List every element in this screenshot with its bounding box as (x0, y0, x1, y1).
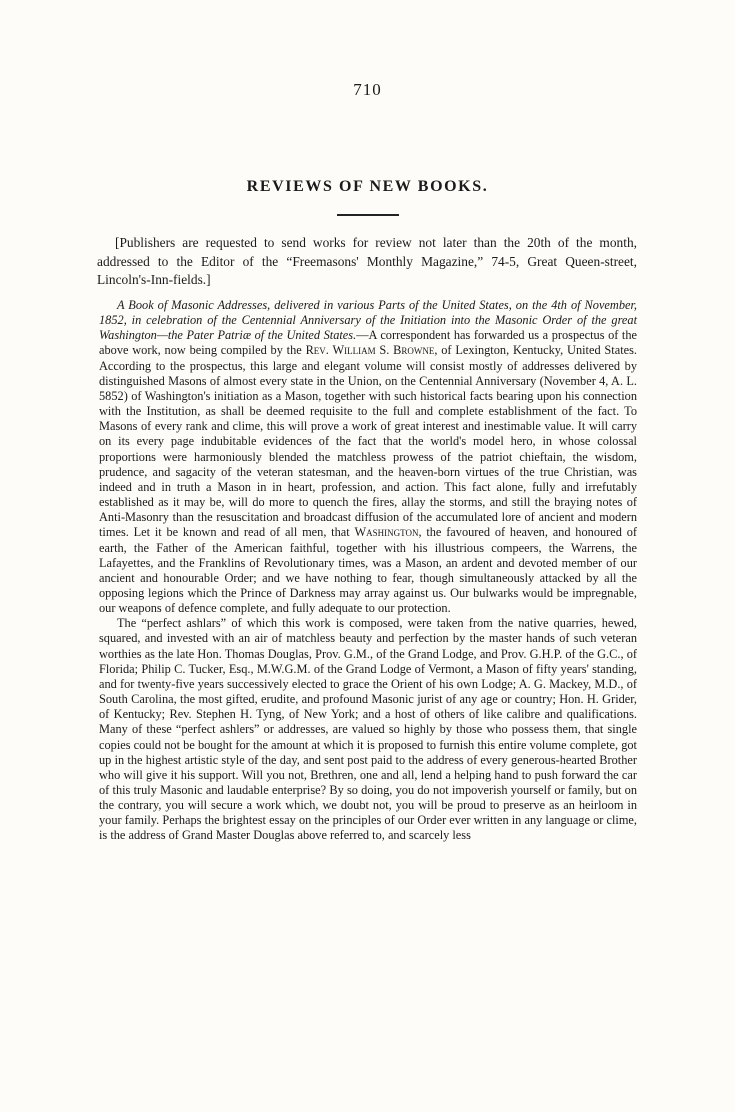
review-paragraph-2: The “perfect ashlars” of which this work is composed, were taken from the native quarries, hewed, squared, and invested with an air of matchless beauty and perfection by the master hands of such veteran worthies as the late Hon. Thomas Douglas, Prov. G.M., of the Grand Lodge, and Prov. G.H.P. of the G.C., of Florida; Philip C. Tucker, Esq., M.W.G.M. of the Grand Lodge of Vermont, a Mason of fifty years' standing, and for twenty-five years successively elected to grace the Orient of his own Lodge; A. G. Mackey, M.D., of South Carolina, the most gifted, erudite, and profound Masonic jurist of any age or country; Hon. H. Grider, of Kentucky; Rev. Stephen H. Tyng, of New York; and a host of others of like calibre and qualifications. Many of these “perfect ashlers” or addresses, are valued so highly by those who possess them, that single copies could not be bought for the amount at which it is proposed to furnish this entire volume complete, got up in the highest artistic style of the day, and sent post paid to the address of every generous-hearted Brother who will give it his support. Will you not, Brethren, one and all, lend a helping hand to push forward the car of this truly Masonic and laudable enterprise? By so doing, you do not impoverish yourself or family, but on the contrary, you will secure a work which, we doubt not, you will be proud to preserve as an heirloom in your family. Perhaps the brightest essay on the principles of our Order ever written in any language or clime, is the address of Grand Master Douglas above referred to, and scarcely less (99, 616, 637, 843)
title-rule (337, 214, 399, 216)
book-title: A Book of Masonic Addresses, delivered in various Parts of the United States, on the 4th of November, 1852, in celebration of the Centennial Anniversary of the Initiation into the Masonic Order of the great Washington—the Pater Patriæ of the United States. (99, 298, 637, 343)
washington-name: Washington (354, 525, 419, 540)
review-body (99, 298, 637, 844)
review-paragraph-1 (99, 298, 637, 616)
page-number: 710 (353, 80, 382, 99)
review-text-1c: , the favoured of heaven, and honoured of earth, the Father of the American faithful, together with his illustrious compeers, the Warrens, the Lafayettes, and the Franklins of Revolutionary times, was a Mason, an ardent and devoted member of our ancient and honourable Order; and we have nothing to fear, though simultaneously attacked by all the opposing legions which the Prince of Darkness may array against us. Our bulwarks would be impregnable, our weapons of defence complete, and fully adequate to our protection. (99, 525, 637, 616)
publisher-notice: [Publishers are requested to send works for review not later than the 20th of the month, addressed to the Editor of the “Freemasons' Monthly Magazine,” 74-5, Great Queen-street, Lincoln's-Inn-fields.] (97, 235, 637, 287)
review-text-1b: , of Lexington, Kentucky, United States. According to the prospectus, this large and elegant volume will consist mostly of addresses delivered by distinguished Masons of almost every state in the Union, on the Centennial Anniversary (November 4, A. L. 5852) of Washington's initiation as a Mason, together with such historical facts bearing upon his connection with the Institution, as shall be deemed requisite to the full and complete establishment of the fact. To Masons of every rank and clime, this will prove a work of great interest and inestimable value. It will carry on its every page indubitable evidences of the fact that the world's model hero, in whose colossal proportions were harmoniously blended the matchless prowess of the patriot chieftain, the wisdom, prudence, and sagacity of the veteran statesman, and the heaven-born virtues of the true Christian, was indeed and in truth a Mason in in heart, profession, and action. This fact alone, fully and irrefutably established as it may be, will do more to quench the fires, allay the storms, and still the braying notes of Anti-Masonry than the resuscitation and broadcast diffusion of the accumulated lore of ancient and modern times. Let it be known and read of all men, that (99, 343, 637, 540)
review-text-1a: —A correspondent has forwarded us a prospectus of the above work, now being compiled by the (99, 328, 638, 358)
section-title: REVIEWS OF NEW BOOKS. (246, 178, 489, 195)
author-name: Rev. William S. Browne (305, 343, 435, 358)
